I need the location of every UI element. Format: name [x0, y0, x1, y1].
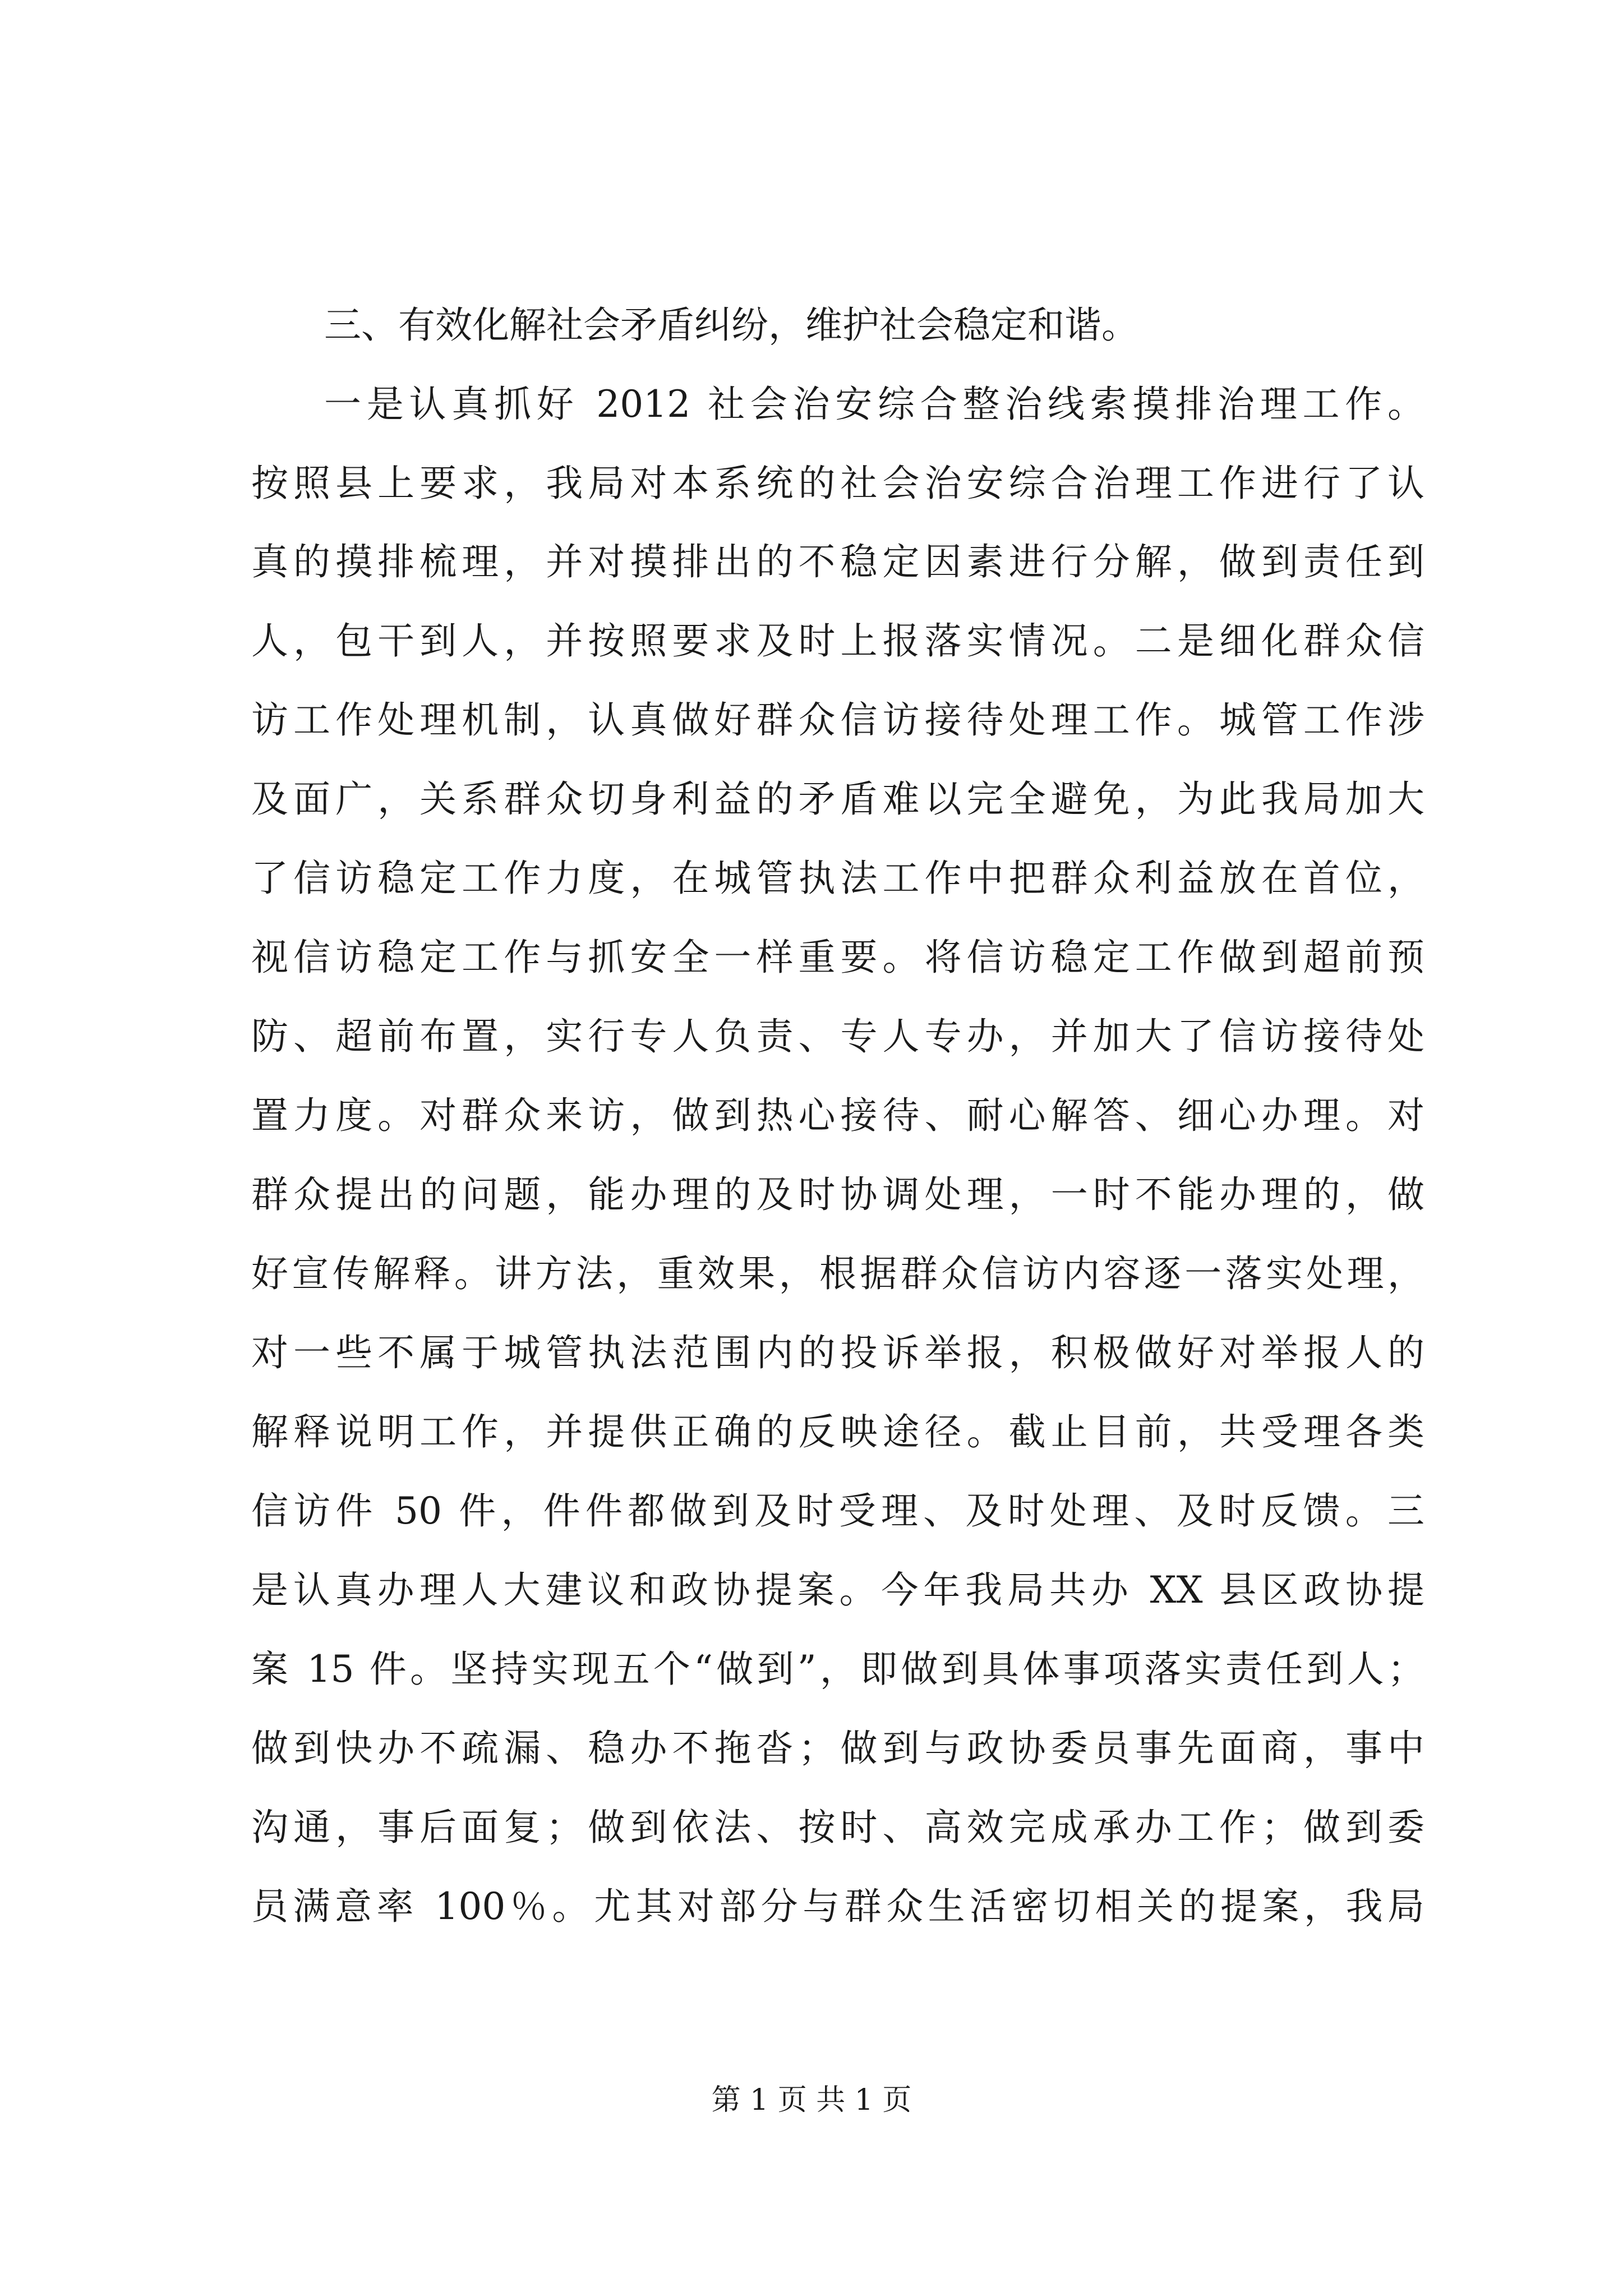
paragraph-line: 按照县上要求，我局对本系统的社会治安综合治理工作进行了认 — [251, 462, 1424, 505]
paragraph-line: 人，包干到人，并按照要求及时上报落实情况。二是细化群众信 — [251, 619, 1424, 662]
paragraph-line: 及面广，关系群众切身利益的矛盾难以完全避免，为此我局加大 — [251, 777, 1424, 821]
paragraph-line: 案 15 件。坚持实现五个“做到”，即做到具体事项落实责任到人； — [251, 1648, 1424, 1691]
paragraph-line: 好宣传解释。讲方法，重效果，根据群众信访内容逐一落实处理， — [251, 1252, 1424, 1295]
paragraph-line: 了信访稳定工作力度，在城管执法工作中把群众利益放在首位， — [251, 857, 1424, 900]
paragraph-line: 真的摸排梳理，并对摸排出的不稳定因素进行分解，做到责任到 — [251, 540, 1424, 583]
paragraph-line: 一是认真抓好 2012 社会治安综合整治线索摸排治理工作。 — [324, 383, 1424, 426]
paragraph-line: 对一些不属于城管执法范围内的投诉举报，积极做好对举报人的 — [251, 1331, 1424, 1374]
section-heading: 三、有效化解社会矛盾纠纷，维护社会稳定和谐。 — [324, 303, 1138, 347]
paragraph-line: 员满意率 100％。尤其对部分与群众生活密切相关的提案，我局 — [251, 1885, 1424, 1928]
paragraph-line: 群众提出的问题，能办理的及时协调处理，一时不能办理的，做 — [251, 1173, 1424, 1216]
paragraph-line: 沟通，事后面复；做到依法、按时、高效完成承办工作；做到委 — [251, 1806, 1424, 1849]
paragraph-line: 视信访稳定工作与抓安全一样重要。将信访稳定工作做到超前预 — [251, 936, 1424, 979]
paragraph-line: 是认真办理人大建议和政协提案。今年我局共办 XX 县区政协提 — [251, 1568, 1424, 1612]
paragraph-line: 防、超前布置，实行专人负责、专人专办，并加大了信访接待处 — [251, 1015, 1424, 1058]
page-number-footer: 第 1 页 共 1 页 — [711, 2083, 912, 2117]
paragraph-line: 做到快办不疏漏、稳办不拖沓；做到与政协委员事先面商，事中 — [251, 1727, 1424, 1770]
paragraph-line: 访工作处理机制，认真做好群众信访接待处理工作。城管工作涉 — [251, 698, 1424, 742]
paragraph-line: 信访件 50 件，件件都做到及时受理、及时处理、及时反馈。三 — [251, 1489, 1424, 1533]
paragraph-line: 解释说明工作，并提供正确的反映途径。截止目前，共受理各类 — [251, 1410, 1424, 1453]
paragraph-line: 置力度。对群众来访，做到热心接待、耐心解答、细心办理。对 — [251, 1094, 1424, 1137]
